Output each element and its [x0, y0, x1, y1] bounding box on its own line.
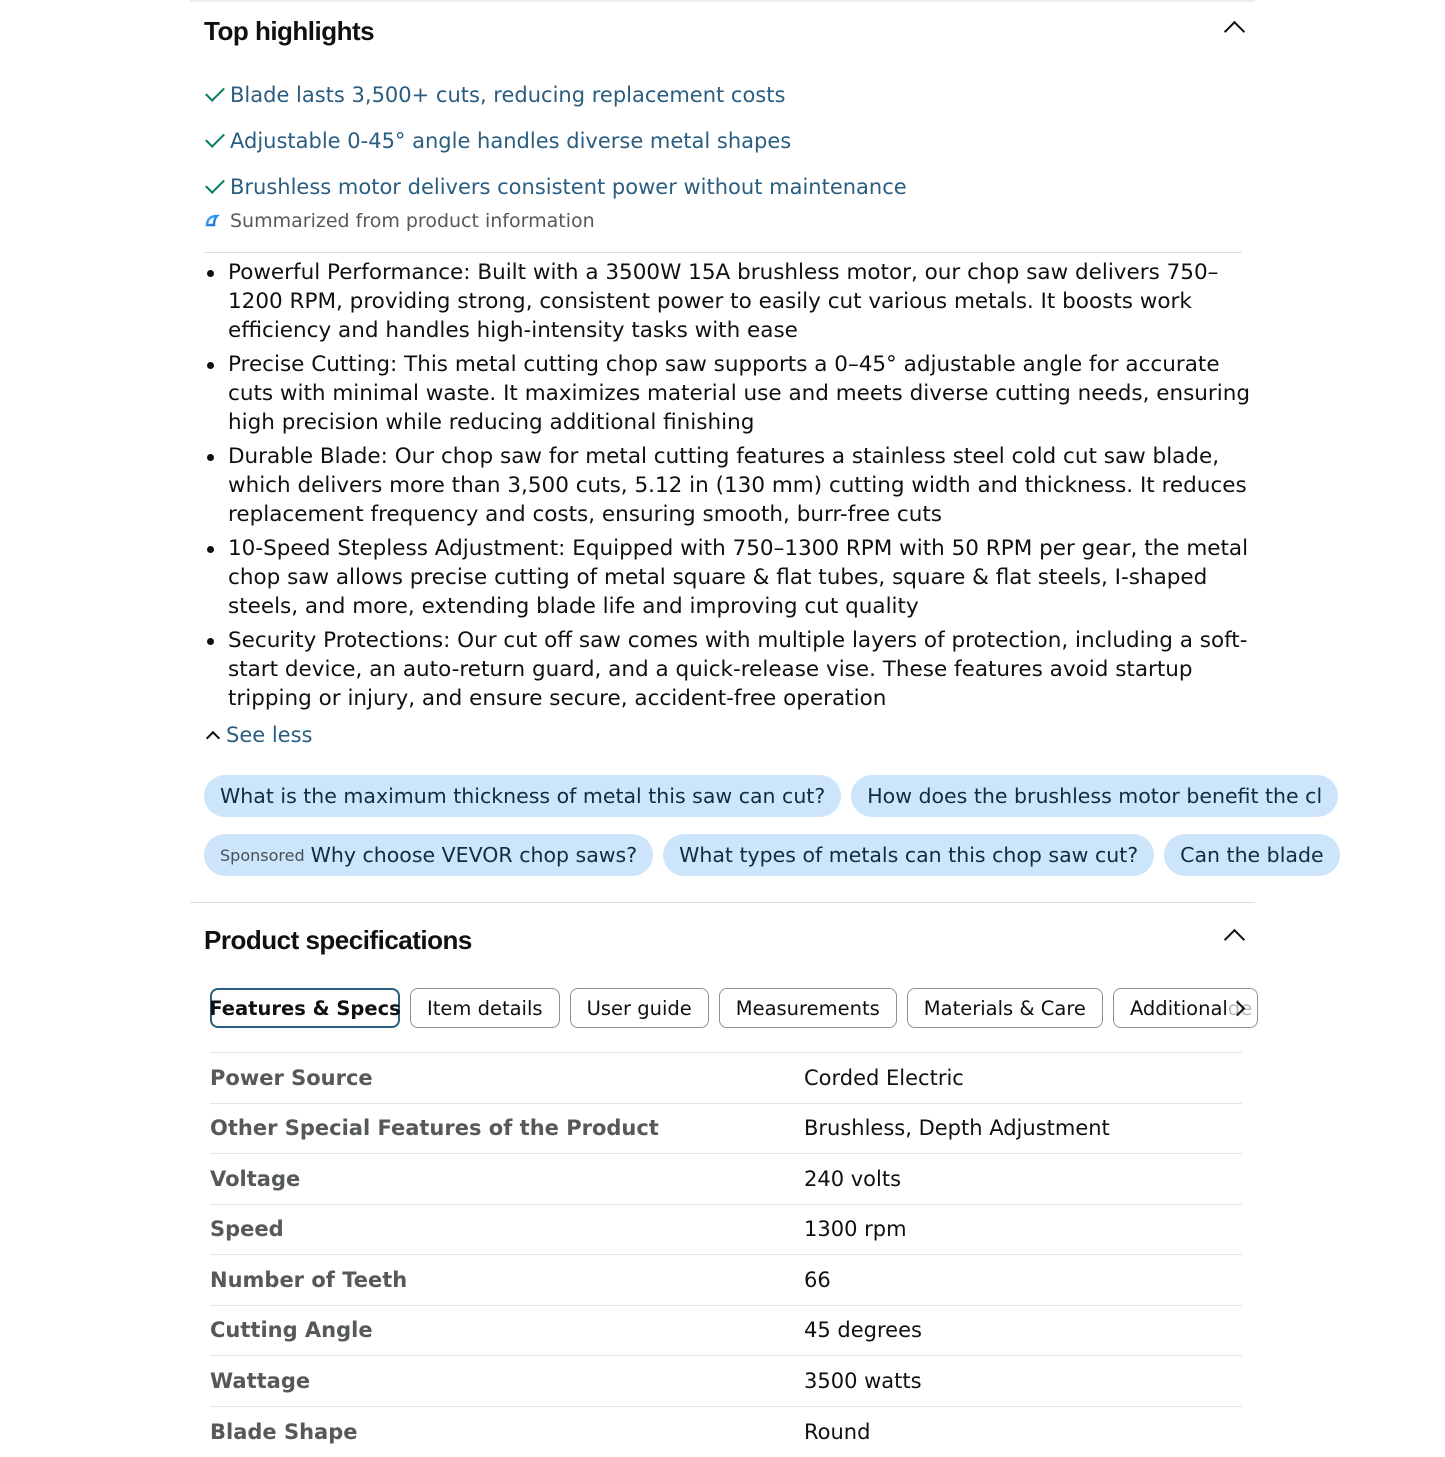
- spec-tabs: [210, 988, 1268, 1028]
- table-row: Voltage 240 volts: [210, 1154, 1242, 1205]
- question-chip[interactable]: Can the blade: [1164, 834, 1339, 876]
- highlights-list: [204, 72, 907, 210]
- sponsored-label: Sponsored: [220, 845, 305, 865]
- top-highlights-title: Top highlights: [204, 16, 375, 46]
- highlight-item: Adjustable 0-45° angle handles diverse metal shapes: [204, 118, 907, 164]
- question-chip[interactable]: What types of metals can this chop saw cut?: [663, 834, 1154, 876]
- tab-materials-care[interactable]: Materials & Care: [907, 988, 1103, 1028]
- highlight-item: Brushless motor delivers consistent power without maintenance: [204, 164, 907, 210]
- chevron-up-icon: [206, 731, 220, 745]
- feature-bullet: Powerful Performance: Built with a 3500W 15A brushless motor, our chop saw delivers 750–1200 RPM, providing strong, consistent power to easily cut various metals. It boosts work efficiency and handles high-intensity tasks with ease: [204, 258, 1254, 345]
- table-row: Number of Teeth 66: [210, 1255, 1242, 1306]
- check-icon: [205, 128, 225, 148]
- product-specifications-title: Product specifications: [204, 925, 472, 955]
- table-row: Power Source Corded Electric: [210, 1053, 1242, 1104]
- section-divider: [190, 902, 1255, 903]
- check-icon: [205, 82, 225, 102]
- table-row: Cutting Angle 45 degrees: [210, 1305, 1242, 1356]
- feature-bullets: [204, 258, 1254, 718]
- question-chip[interactable]: How does the brushless motor benefit the cl: [851, 775, 1338, 817]
- feature-bullet: 10-Speed Stepless Adjustment: Equipped with 750–1300 RPM with 50 RPM per gear, the metal chop saw allows precise cutting of metal square & flat tubes, square & flat steels, I-shaped steels, and more, extending blade life and improving cut quality: [204, 534, 1254, 621]
- tab-user-guide[interactable]: User guide: [570, 988, 709, 1028]
- table-row: Wattage 3500 watts: [210, 1356, 1242, 1407]
- collapse-highlights-chevron-up-icon[interactable]: [1224, 21, 1245, 42]
- check-icon: [205, 174, 225, 194]
- highlight-item: Blade lasts 3,500+ cuts, reducing replacement costs: [204, 72, 907, 118]
- summary-note: Summarized from product information: [204, 210, 595, 232]
- feature-bullet: Security Protections: Our cut off saw comes with multiple layers of protection, including a soft-start device, an auto-return guard, and a quick-release vise. These features avoid startup tripping or injury, and ensure secure, accident-free operation: [204, 626, 1254, 713]
- tab-features-specs[interactable]: Features & Specs: [210, 988, 400, 1028]
- sponsored-question-chip[interactable]: Sponsored Why choose VEVOR chop saws?: [204, 834, 653, 876]
- table-row: Other Special Features of the Product Brushless, Depth Adjustment: [210, 1103, 1242, 1154]
- divider: [204, 252, 1242, 253]
- top-divider: [190, 0, 1255, 2]
- feature-bullet: Durable Blade: Our chop saw for metal cutting features a stainless steel cold cut saw blade, which delivers more than 3,500 cuts, 5.12 in (130 mm) cutting width and thickness. It reduces replacement frequency and costs, ensuring smooth, burr-free cuts: [204, 442, 1254, 529]
- question-chip[interactable]: What is the maximum thickness of metal this saw can cut?: [204, 775, 841, 817]
- question-chips-row-2: [204, 834, 1324, 878]
- ai-sparkle-icon: [204, 213, 220, 229]
- see-less-link[interactable]: See less: [204, 723, 312, 747]
- collapse-specs-chevron-up-icon[interactable]: [1224, 929, 1245, 950]
- question-chips-row-1: [204, 775, 1323, 819]
- table-row: Speed 1300 rpm: [210, 1204, 1242, 1255]
- table-row: Blade Shape Round: [210, 1406, 1242, 1457]
- tab-additional-details[interactable]: Additional de: [1113, 988, 1258, 1028]
- spec-table: [210, 1052, 1242, 1457]
- tab-item-details[interactable]: Item details: [410, 988, 560, 1028]
- tab-measurements[interactable]: Measurements: [719, 988, 897, 1028]
- feature-bullet: Precise Cutting: This metal cutting chop saw supports a 0–45° adjustable angle for accurate cuts with minimal waste. It maximizes material use and meets diverse cutting needs, ensuring high precision while reducing additional finishing: [204, 350, 1254, 437]
